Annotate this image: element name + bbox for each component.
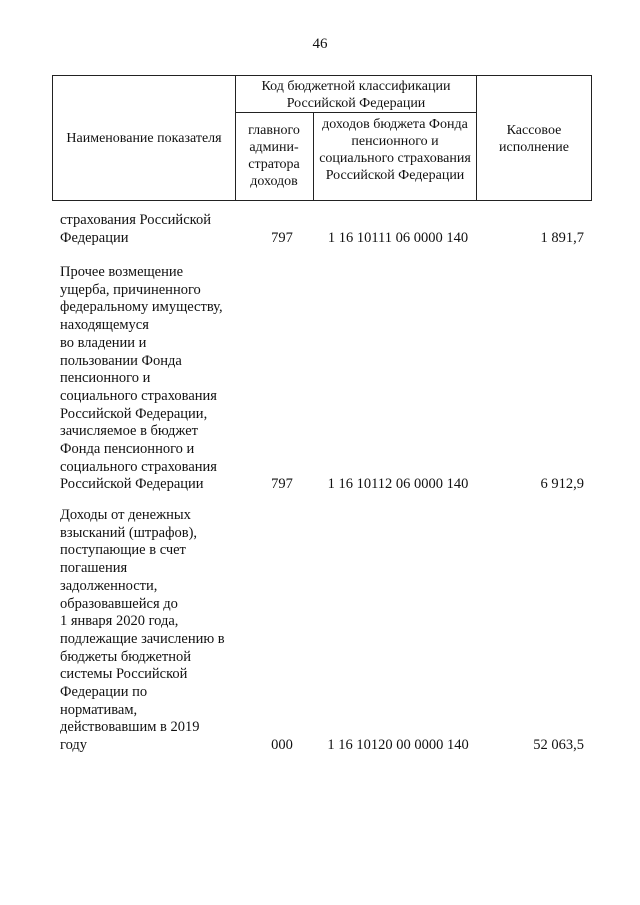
row-3-admin: 000 xyxy=(271,737,293,753)
header-divider-name xyxy=(235,75,236,201)
row-3-name xyxy=(60,507,250,755)
name-line: 1 января 2020 года, xyxy=(60,613,179,630)
name-line: Прочее возмещение xyxy=(60,264,184,280)
name-line: находящемуся xyxy=(60,317,149,334)
header-name-column: Наименование показателя xyxy=(66,131,222,146)
header-divider-code-group xyxy=(235,112,476,113)
name-line: пенсионного и xyxy=(60,370,151,387)
row-1-code: 1 16 10111 06 0000 140 xyxy=(327,230,469,246)
header-amount-column: Кассовое исполнение xyxy=(499,123,569,155)
header-divider-amount xyxy=(476,75,477,201)
row-2-name xyxy=(60,264,250,494)
name-line: во владении и xyxy=(60,334,147,351)
row-2-admin: 797 xyxy=(271,476,293,492)
name-line: страхования Российской xyxy=(60,212,211,228)
header-divider-admin xyxy=(313,112,314,201)
header-code-group: Код бюджетной классификации Российской Федерации xyxy=(261,79,451,111)
row-3-code: 1 16 10120 00 0000 140 xyxy=(327,737,469,753)
header-admin-column: главного админи-стратора доходов xyxy=(248,123,300,189)
name-line: поступающие в счет xyxy=(60,542,186,559)
row-1-name xyxy=(60,212,250,247)
name-line: системы Российской xyxy=(60,666,188,683)
name-line: Российской Федерации, xyxy=(60,405,208,422)
name-line: образовавшейся до xyxy=(60,595,178,612)
name-line: бюджеты бюджетной xyxy=(60,648,192,665)
page-number: 46 xyxy=(312,36,328,52)
header-revenue-column: доходов бюджета Фонда пенсионного и социального страхования Российской Федерации xyxy=(319,117,471,183)
name-line: взысканий (штрафов), xyxy=(60,524,198,541)
row-2-code: 1 16 10112 06 0000 140 xyxy=(327,476,469,492)
row-3-amount: 52 063,5 xyxy=(533,737,584,753)
name-line: Фонда пенсионного и xyxy=(60,441,195,458)
name-line: погашения xyxy=(60,560,128,577)
name-line: социального страхования xyxy=(60,458,217,475)
name-line: Доходы от денежных xyxy=(60,507,191,523)
name-line: пользовании Фонда xyxy=(60,352,182,369)
name-line: зачисляемое в бюджет xyxy=(60,423,198,440)
name-line: действовавшим в 2019 xyxy=(60,719,200,736)
name-line: году xyxy=(60,737,88,754)
name-line: нормативам, xyxy=(60,701,138,718)
name-line: социального страхования xyxy=(60,387,217,404)
name-line: подлежащие зачислению в xyxy=(60,630,225,647)
name-line: Российской Федерации xyxy=(60,476,204,493)
name-line: федеральному имуществу, xyxy=(60,299,223,316)
name-line: Федерации xyxy=(60,229,129,246)
row-1-admin: 797 xyxy=(271,230,293,246)
row-2-amount: 6 912,9 xyxy=(540,476,584,492)
row-1-amount: 1 891,7 xyxy=(540,230,584,246)
name-line: задолженности, xyxy=(60,577,158,594)
name-line: Федерации по xyxy=(60,684,148,701)
name-line: ущерба, причиненного xyxy=(60,281,201,298)
